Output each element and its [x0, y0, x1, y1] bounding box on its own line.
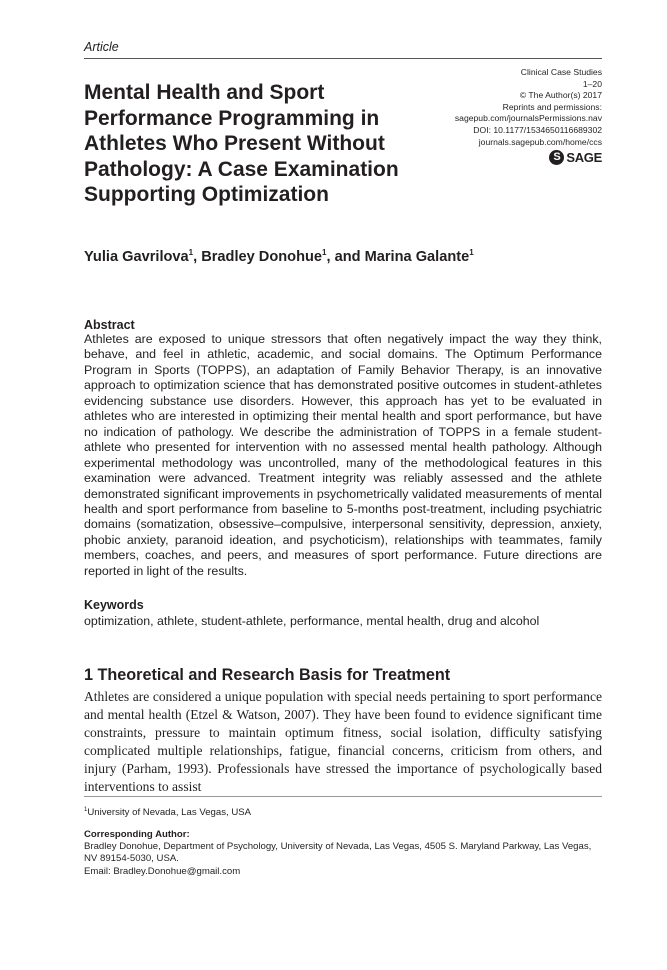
- copyright: © The Author(s) 2017: [519, 90, 602, 101]
- affiliation-mark: 1: [84, 807, 88, 813]
- abstract-heading: Abstract: [84, 318, 135, 332]
- affiliation-note: [84, 807, 251, 818]
- email-label: Email:: [84, 865, 114, 877]
- header-divider: [84, 58, 602, 59]
- page-range: 1–20: [582, 78, 602, 89]
- sage-logo: [549, 150, 602, 165]
- sage-logo-icon: S: [549, 150, 564, 165]
- corresponding-author: [84, 829, 604, 878]
- author-name: Marina Galante: [364, 249, 470, 265]
- publication-info: [455, 67, 602, 148]
- journal-name: Clinical Case Studies: [520, 67, 602, 77]
- abstract-text: Athletes are exposed to unique stressors that often negatively impact the way they think, behave, and feel in athletic, academic, and social domains. The Optimum Performance Program in Sports (TOPPS), an adaptation of Family Behavior Therapy, is an innovative approach to optimization science that has demonstrated positive outcomes in student-athletes evidencing substance use disorders. However, this approach has yet to be evaluated in athletes who are interested in optimizing their mental health and sport performance, but have no indication of pathology. We describe the administration of TOPPS in a female student-athlete who presented for intervention with no assessed mental health pathology. Although experimental methodology was uncontrolled, many of the methodological features in this examination were advanced. Treatment integrity was reliably assessed and the athlete demonstrated significant improvements in psychometrically validated measurements of mental health and sport performance from baseline to 5-months post-treatment, including psychiatric domains (somatization, obsessive–compulsive, interpersonal sensitivity, depression, anxiety, phobic anxiety, paranoid ideation, and psychoticism), relationships with teammates, family members, coaches, and peers, and measures of sport performance. Future directions are reported in light of the results.: [84, 332, 602, 578]
- email-address[interactable]: Bradley.Donohue@gmail.com: [113, 865, 241, 877]
- corresponding-heading: Corresponding Author:: [84, 829, 190, 840]
- keywords-heading: Keywords: [84, 598, 144, 612]
- author-separator: ,: [193, 249, 202, 265]
- author-affiliation-mark: 1: [188, 248, 194, 257]
- reprints-label: Reprints and permissions:: [502, 101, 602, 112]
- publisher-name: SAGE: [566, 150, 602, 165]
- section-body-text: Athletes are considered a unique population with special needs pertaining to sport performance and mental health (Etzel & Watson, 2007). They have been found to evidence significant time constraints, pressure to maintain optimum fitness, social isolation, difficulty satisfying complicated multiple relationships, fatigue, financial concerns, criticism from others, and injury (Parham, 1993). Professionals have stressed the importance of psychologically based interventions to assist: [84, 689, 602, 795]
- article-type-label: Article: [84, 40, 119, 54]
- permissions-link[interactable]: sagepub.com/journalsPermissions.nav: [454, 113, 602, 124]
- author-affiliation-mark: 1: [469, 248, 474, 257]
- author-name: Bradley Donohue: [201, 249, 323, 265]
- author-separator: , and: [326, 249, 365, 265]
- footnote-divider: [84, 796, 602, 797]
- keywords-text: optimization, athlete, student-athlete, performance, mental health, drug and alcohol: [84, 614, 540, 628]
- corresponding-address: Bradley Donohue, Department of Psychology, University of Nevada, Las Vegas, 4505 S. Maryland Parkway, Las Vegas, NV 89154-5030, USA.: [84, 841, 592, 865]
- article-title: Mental Health and Sport Performance Programming in Athletes Who Present Without Pathology: A Case Examination Supporting Optimization: [84, 81, 399, 206]
- author-affiliation-mark: 1: [322, 248, 327, 257]
- affiliation-text: University of Nevada, Las Vegas, USA: [87, 807, 252, 818]
- corresponding-email-line: [84, 866, 604, 878]
- journal-link[interactable]: journals.sagepub.com/home/ccs: [478, 136, 602, 147]
- author-name: Yulia Gavrilova: [84, 249, 189, 265]
- author-list: [84, 249, 474, 265]
- doi[interactable]: DOI: 10.1177/1534650116689302: [473, 124, 602, 135]
- section-heading: 1 Theoretical and Research Basis for Treatment: [84, 666, 451, 684]
